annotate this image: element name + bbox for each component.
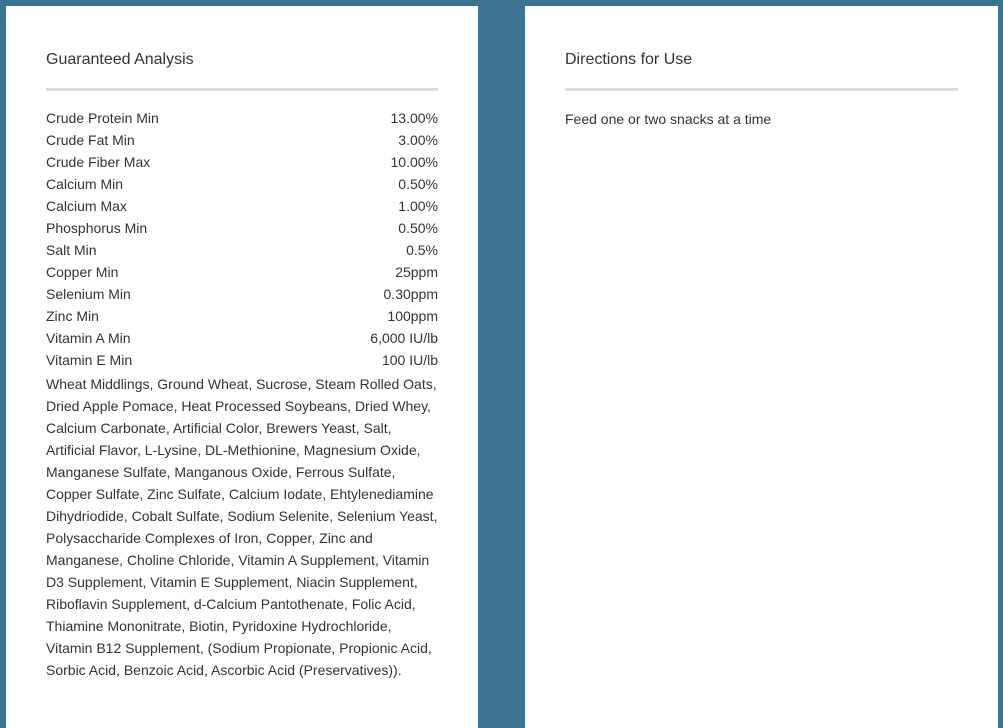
analysis-row [46, 349, 438, 371]
analysis-value: 0.50% [398, 176, 438, 192]
analysis-row [46, 217, 438, 239]
analysis-value: 6,000 IU/lb [370, 330, 438, 346]
analysis-value: 0.5% [406, 242, 438, 258]
analysis-value: 3.00% [398, 132, 438, 148]
analysis-value: 10.00% [390, 154, 438, 170]
analysis-label: Phosphorus Min [46, 220, 148, 236]
analysis-label: Calcium Max [46, 198, 127, 214]
analysis-row [46, 107, 438, 129]
analysis-label: Zinc Min [46, 308, 99, 324]
analysis-label: Selenium Min [46, 286, 131, 302]
analysis-row [46, 173, 438, 195]
analysis-value: 100ppm [387, 308, 438, 324]
analysis-value: 0.30ppm [383, 286, 438, 302]
analysis-value: 13.00% [390, 110, 438, 126]
directions-card [525, 6, 998, 728]
analysis-label: Crude Fiber Max [46, 154, 151, 170]
analysis-row [46, 129, 438, 151]
analysis-label: Copper Min [46, 264, 119, 280]
ingredients-text: Wheat Middlings, Ground Wheat, Sucrose, Steam Rolled Oats, Dried Apple Pomace, Heat Processed Soybeans, Dried Whey, Calcium Carbonate, Artificial Color, Brewers Yeast, Salt, Artificial Flavor, L-Lysine, DL-Methionine, Magnesium Oxide, Manganese Sulfate, Manganous Oxide, Ferrous Sulfate, Copper Sulfate, Zinc Sulfate, Calcium Iodate, Ehtylenediamine Dihydriodide, Cobalt Sulfate, Sodium Selenite, Selenium Yeast, Polysaccharide Complexes of Iron, Copper, Zinc and Manganese, Choline Chloride, Vitamin A Supplement, Vitamin D3 Supplement, Vitamin E Supplement, Niacin Supplement, Riboflavin Supplement, d-Calcium Pantothenate, Folic Acid, Thiamine Mononitrate, Biotin, Pyridoxine Hydrochloride, Vitamin B12 Supplement, (Sodium Propionate, Propionic Acid, Sorbic Acid, Benzoic Acid, Ascorbic Acid (Preservatives)). [46, 376, 438, 678]
directions-text: Feed one or two snacks at a time [565, 111, 772, 127]
analysis-label: Calcium Min [46, 176, 124, 192]
analysis-table [46, 107, 438, 371]
analysis-label: Salt Min [46, 242, 97, 258]
analysis-row [46, 151, 438, 173]
analysis-row [46, 195, 438, 217]
title-divider [565, 88, 958, 91]
directions-title: Directions for Use [565, 51, 693, 68]
analysis-label: Vitamin E Min [46, 352, 133, 368]
analysis-value: 0.50% [398, 220, 438, 236]
analysis-label: Vitamin A Min [46, 330, 131, 346]
analysis-value: 100 IU/lb [381, 352, 438, 368]
analysis-value: 25ppm [395, 264, 438, 280]
analysis-row [46, 283, 438, 305]
title-divider [46, 88, 438, 91]
analysis-row [46, 305, 438, 327]
guaranteed-analysis-card [6, 6, 478, 728]
analysis-label: Crude Fat Min [46, 132, 135, 148]
analysis-label: Crude Protein Min [46, 110, 159, 126]
analysis-row [46, 239, 438, 261]
guaranteed-analysis-title: Guaranteed Analysis [46, 51, 194, 68]
analysis-row [46, 261, 438, 283]
analysis-row [46, 327, 438, 349]
analysis-value: 1.00% [398, 198, 438, 214]
